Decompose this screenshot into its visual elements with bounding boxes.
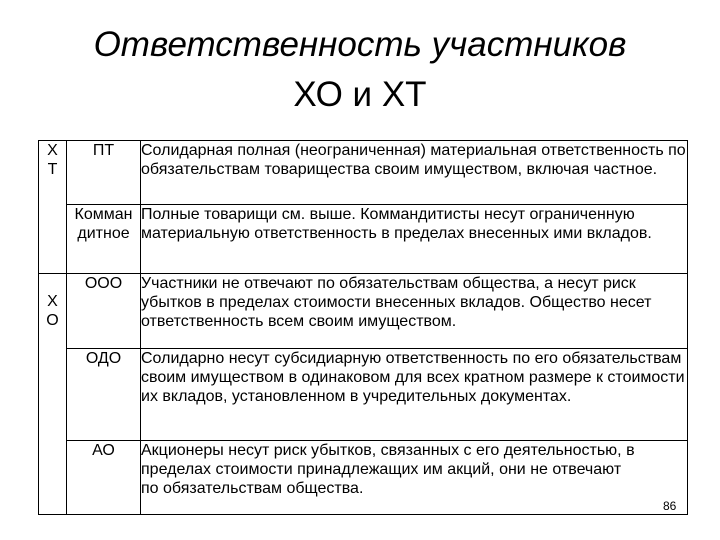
table-row-ao <box>39 441 688 515</box>
group-label-letter: О <box>46 312 59 329</box>
description-text: Солидарно несут субсидиарную ответственность по его обязательствам своим имуществом в одинаковом для всех кратном размере к стоимости их вкладов, установленном в учредительных документах. <box>141 350 685 405</box>
form-text: Коммандитное <box>74 206 133 242</box>
table-row-odo <box>39 349 688 441</box>
group-label-kht <box>39 141 67 274</box>
description-cell <box>141 441 688 515</box>
form-cell: ПТ <box>67 141 141 205</box>
group-label-letter: Т <box>47 161 58 178</box>
form-cell: АО <box>67 441 141 515</box>
description-cell <box>141 141 688 205</box>
form-cell: ООО <box>67 274 141 349</box>
slide-title-line-2: ХО и ХТ <box>293 75 427 114</box>
table-row-pt <box>39 141 688 205</box>
group-label-letter: Х <box>47 293 58 310</box>
description-text: Акционеры несут риск убытков, связанных с его деятельностью, в пределах стоимости принадлежащих им акций, они не отвечают по обязательствам общества. <box>141 442 635 497</box>
form-cell <box>67 205 141 274</box>
group-label-letter: Х <box>47 142 58 159</box>
table-row-kommandit <box>39 205 688 274</box>
description-text: Полные товарищи см. выше. Коммандитисты несут ограниченную материальную ответственность в пределах внесенных ими вкладов. <box>141 206 652 242</box>
description-text: Участники не отвечают по обязательствам общества, а несут риск убытков в пределах стоимости внесенных вкладов. Общество несет ответственность всем своим имуществом. <box>141 275 652 330</box>
description-cell <box>141 205 688 274</box>
form-cell: ОДО <box>67 349 141 441</box>
table-row-ooo <box>39 274 688 349</box>
group-label-kho <box>39 274 67 515</box>
description-cell <box>141 349 688 441</box>
description-text: Солидарная полная (неограниченная) материальная ответственность по обязательствам товарищества своим имуществом, включая частное. <box>141 142 686 178</box>
description-cell <box>141 274 688 349</box>
liability-table <box>38 140 688 515</box>
slide-title-line-1: Ответственность участников <box>93 25 627 64</box>
page-number: 86 <box>663 499 677 513</box>
